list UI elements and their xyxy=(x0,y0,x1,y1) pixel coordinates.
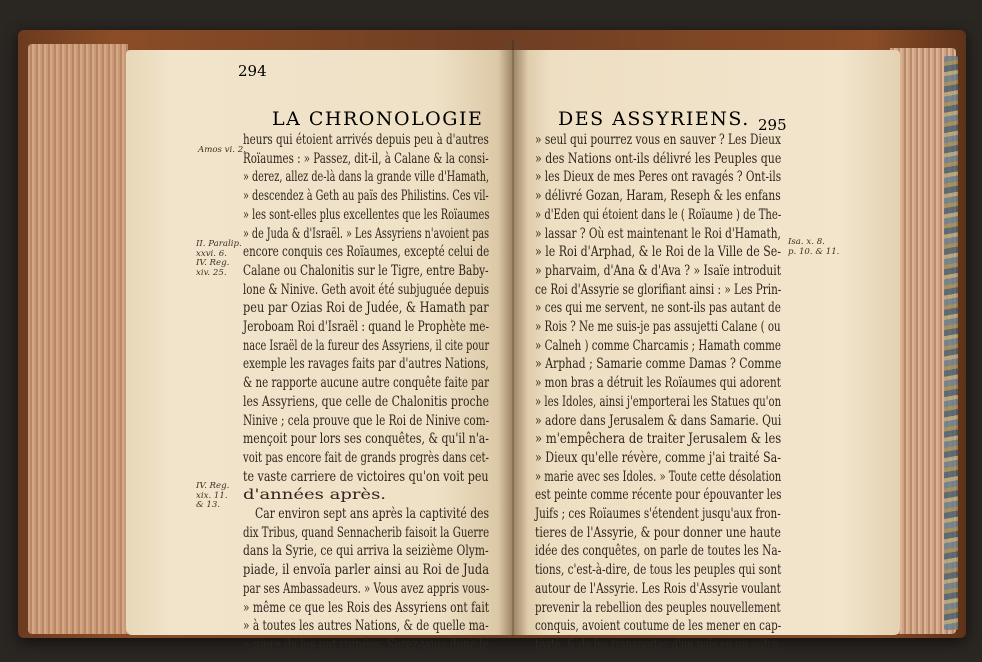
text-line: Ninive ; cela prouve que le Roi de Ninive com- xyxy=(243,412,490,429)
text-line: dans la Syrie, ce qui arriva la seizième Olym- xyxy=(243,543,489,560)
page-number-left: 294 xyxy=(238,62,267,80)
text-line: est peinte comme récente pour épouvanter les xyxy=(535,487,782,504)
text-line: tions, c'est-à-dire, de tous les peuples qui sont xyxy=(535,562,782,579)
text-line: ce Roi d'Assyrie se glorifiant ainsi : » Les Prin- xyxy=(535,281,782,298)
text-line: d'années après. xyxy=(243,487,387,504)
text-line: te vaste carriere de victoires qu'on voit peu xyxy=(243,468,489,485)
text-line: » les Idoles, ainsi j'emporterai les Statues qu'on xyxy=(535,393,782,410)
text-line: nace Israël de la fureur des Assyriens, il cite pour xyxy=(243,337,490,354)
text-line: » seul qui pourrez vous en sauver ? Les Dieux xyxy=(535,132,781,148)
page-block-left xyxy=(28,44,128,634)
text-line: Juifs ; ces Roïaumes s'étendent jusqu'aux fron- xyxy=(535,506,781,522)
text-line: peu par Ozias Roi de Judée, & Hamath par xyxy=(243,300,489,317)
text-line: » m'empêchera de traiter Jerusalem & les xyxy=(535,431,782,448)
text-line: Roïaumes : » Passez, dit-il, à Calane & la consi- xyxy=(243,150,489,167)
text-line: prevenir la rebellion des peuples nouvellement xyxy=(535,599,781,616)
text-line: » pharvaim, d'Ana & d'Ava ? » Isaïe introduit xyxy=(535,262,782,279)
text-line: » Rois ? Ne me suis-je pas assujetti Calane ( ou xyxy=(535,319,781,335)
text-line: » Arphad ; Samarie comme Damas ? Comme xyxy=(535,356,782,373)
text-line: par ses Ambassadeurs. » Vous avez appris vous- xyxy=(243,580,490,597)
text-line: » même ce que les Rois des Assyriens ont fait xyxy=(243,599,490,616)
text-line: » d'Eden qui étoient dans le ( Roïaume ) de The- xyxy=(535,206,782,223)
text-line: » mon bras a détruit les Roïaumes qui adorent xyxy=(535,375,781,392)
text-line: » à toutes les autres Nations, & de quelle ma- xyxy=(243,618,489,635)
text-line: » délivré Gozan, Haram, Reseph & les enfans xyxy=(535,188,781,205)
text-line: » le Roi d'Arphad, & le Roi de la Ville de Se- xyxy=(535,244,782,261)
text-line: dix Tribus, quand Sennacherib faisoit la Guerre xyxy=(243,524,490,541)
margin-note: II. Paralip. xxvi. 6. IV. Reg. xiv. 25. xyxy=(196,239,242,278)
text-line: Jeroboam Roi d'Israël : quand le Prophète me- xyxy=(243,319,490,335)
text-line: » ces qui me servent, ne sont-ils pas autant de xyxy=(535,300,781,317)
text-line: piade, il envoïa parler ainsi au Roi de Juda xyxy=(243,562,490,579)
text-line: Calane ou Chalonitis sur le Tigre, entre Baby- xyxy=(243,262,489,279)
marbled-edge xyxy=(944,56,958,630)
text-line: tivité, & de les transporter d'un païs en un autre, xyxy=(535,636,782,653)
text-line: Car environ sept ans après la captivité des xyxy=(255,506,490,522)
text-line: » des Nations ont-ils délivré les Peuples que xyxy=(535,150,782,167)
running-head-left: LA CHRONOLOGIE xyxy=(272,108,484,130)
text-line: exemple les ravages faits par d'autres Nations, xyxy=(243,356,489,373)
margin-note: IV. Reg. xix. 11. & 13. xyxy=(196,481,230,510)
text-line: lone & Ninive. Geth avoit été subjuguée depuis xyxy=(243,281,490,298)
page-number-right: 295 xyxy=(758,116,787,134)
margin-note: Isa. x. 8. p. 10. & 11. xyxy=(788,237,840,257)
text-line: heurs qui étoient arrivés depuis peu à d'autres xyxy=(243,132,489,148)
text-line: encore conquis ces Roïaumes, excepté celui de xyxy=(243,244,490,261)
text-line: » les sont-elles plus excellentes que les Roïaumes xyxy=(243,206,490,223)
text-line: tieres de l'Assyrie, & pour donner une haute xyxy=(535,524,782,541)
text-line: » les Dieux de mes Peres ont ravagés ? Ont-ils xyxy=(535,169,782,186)
text-line: » niere ils les ont ruinées. Serez-vous donc le xyxy=(243,636,489,653)
margin-note: Amos vi. 2. xyxy=(198,145,246,155)
text-line: mençoit pour lors ses conquêtes, & qu'il n'a- xyxy=(243,431,489,448)
text-line: & ne rapporte aucune autre conquête faite par xyxy=(243,375,489,392)
text-line: » descendez à Geth au païs des Philistins. Ces vil- xyxy=(243,188,489,205)
text-line: les Assyriens, que celle de Chalonitis proche xyxy=(243,393,490,410)
text-line: » de Juda & d'Israël. » Les Assyriens n'avoient pas xyxy=(243,225,490,242)
text-line: » Calneh ) comme Charcamis ; Hamath comme xyxy=(535,337,781,354)
text-line: conquis, avoient coutume de les mener en cap- xyxy=(535,618,782,635)
text-line: » marie avec ses Idoles. » Toute cette désolation xyxy=(535,468,782,485)
text-line: autour de l'Assyrie. Les Rois d'Assyrie voulant xyxy=(535,580,781,597)
text-line: idée des conquêtes, on parle de toutes les Na- xyxy=(535,543,782,560)
text-line: » Dieux qu'elle révère, comme j'ai traité Sa- xyxy=(535,449,781,466)
book-gutter xyxy=(498,40,528,636)
text-line: » lassar ? Où est maintenant le Roi d'Hamath, xyxy=(535,225,781,242)
text-line: » adore dans Jerusalem & dans Samarie. Qui xyxy=(535,412,782,429)
text-line: » derez, allez de-là dans la grande ville d'Hamath, xyxy=(243,169,490,186)
text-line: voit pas encore fait de grands progrès dans cet- xyxy=(243,449,489,466)
running-head-right: DES ASSYRIENS. xyxy=(558,108,750,130)
